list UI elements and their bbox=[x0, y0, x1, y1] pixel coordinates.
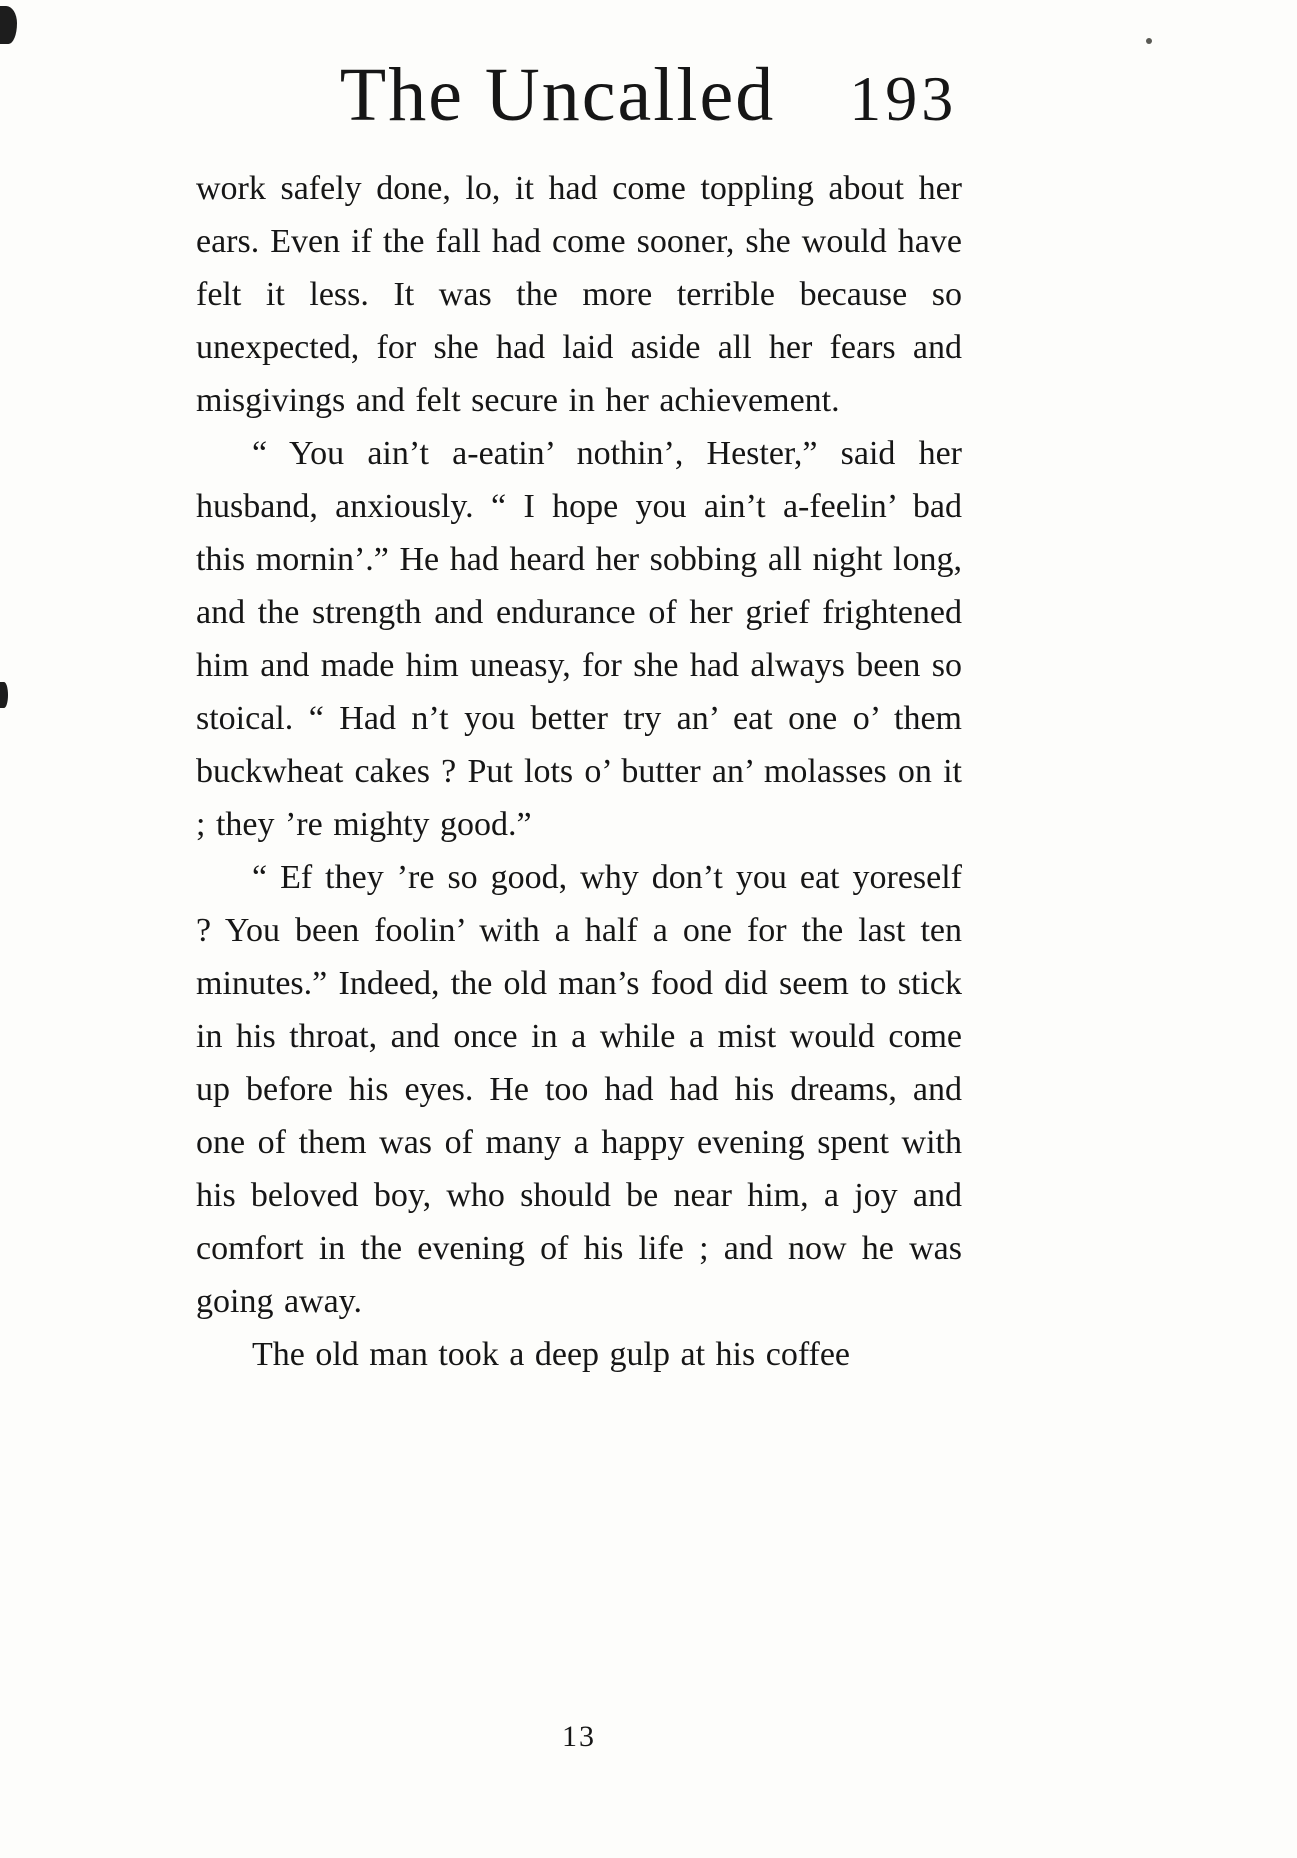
page-footer bbox=[196, 1720, 962, 1754]
scan-artifact bbox=[0, 682, 8, 708]
scan-artifact bbox=[0, 6, 17, 44]
signature-mark: 13 bbox=[562, 1720, 596, 1753]
page-number: 193 bbox=[849, 63, 958, 134]
body-text bbox=[196, 162, 962, 1381]
paragraph: work safely done, lo, it had come toppling about her ears. Even if the fall had come sooner, she would have felt it less. It was the more terrible because so unexpected, for she had laid aside all her fears and misgivings and felt secure in her achievement. bbox=[196, 170, 962, 419]
page-header bbox=[0, 52, 1297, 139]
scan-artifact bbox=[1146, 38, 1152, 44]
running-title: The Uncalled bbox=[339, 53, 776, 137]
paragraph: The old man took a deep gulp at his coffee bbox=[252, 1336, 851, 1373]
paragraph: “ You ain’t a-eatin’ nothin’, Hester,” said her husband, anxiously. “ I hope you ain’t a-feelin’ bad this mornin’.” He had heard her sobbing all night long, and the strength and endurance of her grief frightened him and made him uneasy, for she had always been so stoical. “ Had n’t you better try an’ eat one o’ them buckwheat cakes ? Put lots o’ butter an’ molasses on it ; they ’re mighty good.” bbox=[196, 435, 962, 843]
paragraph: “ Ef they ’re so good, why don’t you eat yoreself ? You been foolin’ with a half a one for the last ten minutes.” Indeed, the old man’s food did seem to stick in his throat, and once in a while a mist would come up before his eyes. He too had had his dreams, and one of them was of many a happy evening spent with his beloved boy, who should be near him, a joy and comfort in the evening of his life ; and now he was going away. bbox=[196, 859, 962, 1320]
